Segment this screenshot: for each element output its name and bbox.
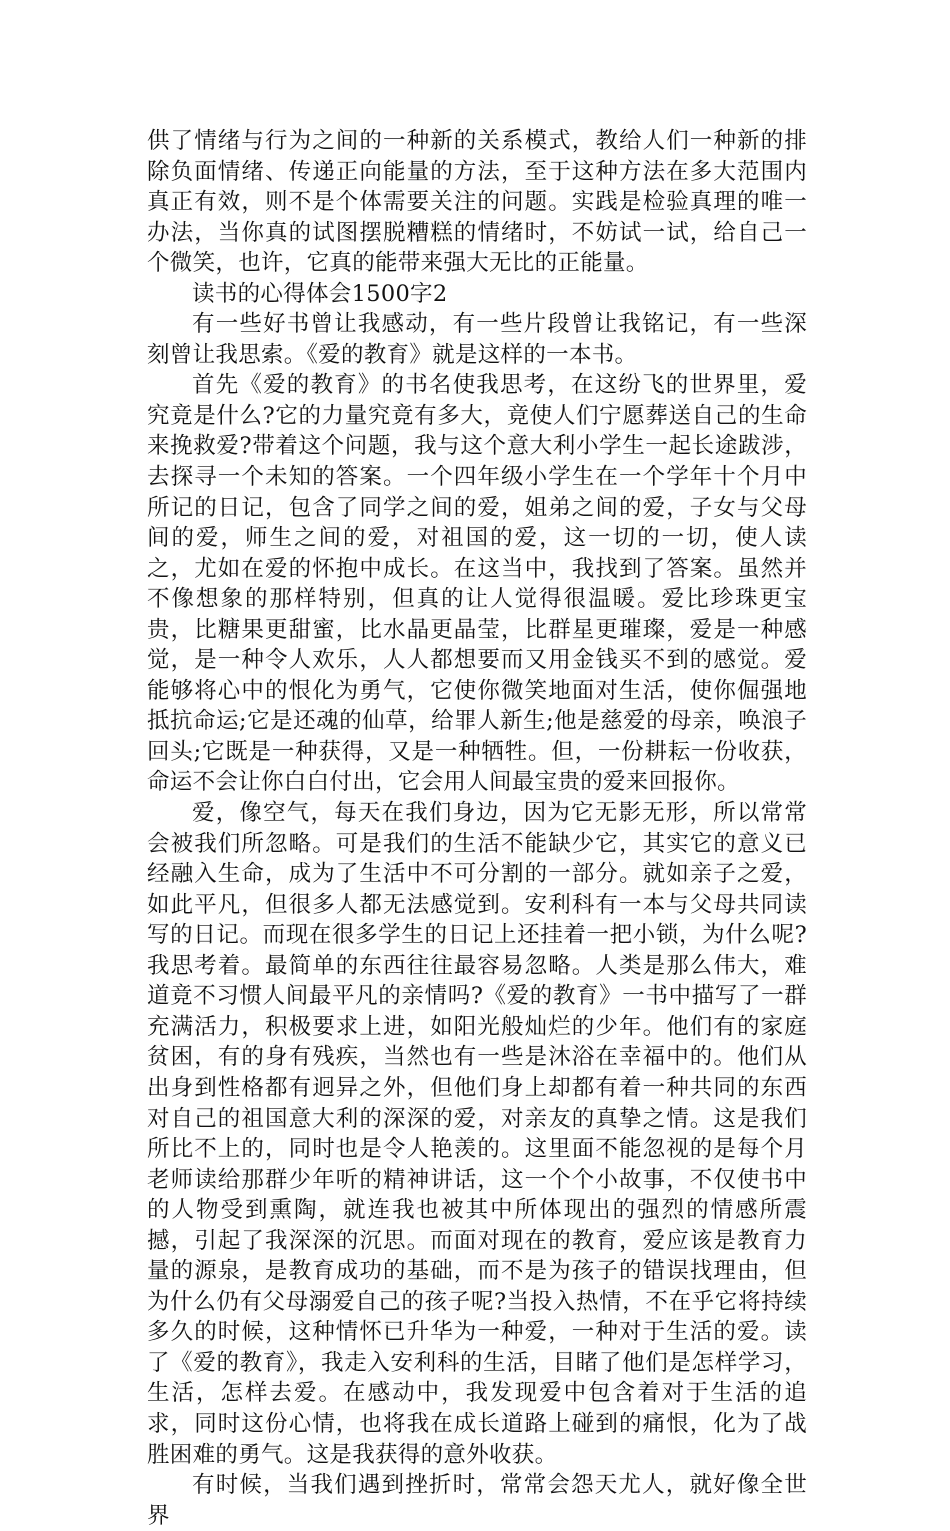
- paragraph-continuation: 供了情绪与行为之间的一种新的关系模式，教给人们一种新的排除负面情绪、传递正向能量的方法，至于这种方法在多大范围内真正有效，则不是个体需要关注的问题。实践是检验真理的唯一办法，当你真的试图摆脱糟糕的情绪时，不妨试一试，给自己一个微笑，也许，它真的能带来强大无比的正能量。: [147, 128, 807, 277]
- paragraph-book-title: 首先《爱的教育》的书名使我思考，在这纷飞的世界里，爱究竟是什么?它的力量究竟有多大，竟使人们宁愿葬送自己的生命来挽救爱?带着这个问题，我与这个意大利小学生一起长途跋涉，去探寻一个未知的答案。一个四年级小学生在一个学年十个月中所记的日记，包含了同学之间的爱，姐弟之间的爱，子女与父母间的爱，师生之间的爱，对祖国的爱，这一切的一切，使人读之，尤如在爱的怀抱中成长。在这当中，我找到了答案。虽然并不像想象的那样特别，但真的让人觉得很温暖。爱比珍珠更宝贵，比糖果更甜蜜，比水晶更晶莹，比群星更璀璨，爱是一种感觉，是一种令人欢乐，人人都想要而又用金钱买不到的感觉。爱能够将心中的恨化为勇气，它使你微笑地面对生活，使你倔强地抵抗命运;它是还魂的仙草，给罪人新生;他是慈爱的母亲，唤浪子回头;它既是一种获得，又是一种牺牲。但，一份耕耘一份收获，命运不会让你白白付出，它会用人间最宝贵的爱来回报你。: [147, 372, 807, 796]
- document-page: [147, 126, 807, 1531]
- section-heading: 读书的心得体会1500字2: [192, 280, 448, 307]
- paragraph-setbacks: 有时候，当我们遇到挫折时，常常会怨天尤人，就好像全世界: [147, 1472, 807, 1529]
- paragraph-intro: 有一些好书曾让我感动，有一些片段曾让我铭记，有一些深刻曾让我思索。《爱的教育》就是这样的一本书。: [147, 311, 807, 368]
- paragraph-love-like-air: 爱，像空气，每天在我们身边，因为它无影无形，所以常常会被我们所忽略。可是我们的生活不能缺少它，其实它的意义已经融入生命，成为了生活中不可分割的一部分。就如亲子之爱，如此平凡，但很多人都无法感觉到。安利科有一本与父母共同读写的日记。而现在很多学生的日记上还挂着一把小锁，为什么呢?我思考着。最简单的东西往往最容易忽略。人类是那么伟大，难道竟不习惯人间最平凡的亲情吗?《爱的教育》一书中描写了一群充满活力，积极要求上进，如阳光般灿烂的少年。他们有的家庭贫困，有的身有残疾，当然也有一些是沐浴在幸福中的。他们从出身到性格都有迥异之外，但他们身上却都有着一种共同的东西对自己的祖国意大利的深深的爱，对亲友的真挚之情。这是我们所比不上的，同时也是令人艳羡的。这里面不能忽视的是每个月老师读给那群少年听的精神讲话，这一个个小故事，不仅使书中的人物受到熏陶，就连我也被其中所体现出的强烈的情感所震撼，引起了我深深的沉思。而面对现在的教育，爱应该是教育力量的源泉，是教育成功的基础，而不是为孩子的错误找理由，但为什么仍有父母溺爱自己的孩子呢?当投入热情，不在乎它将持续多久的时候，这种情怀已升华为一种爱，一种对于生活的爱。读了《爱的教育》，我走入安利科的生活，目睹了他们是怎样学习，生活，怎样去爱。在感动中，我发现爱中包含着对于生活的追求，同时这份心情，也将我在成长道路上碰到的痛恨，化为了战胜困难的勇气。这是我获得的意外收获。: [147, 800, 807, 1468]
